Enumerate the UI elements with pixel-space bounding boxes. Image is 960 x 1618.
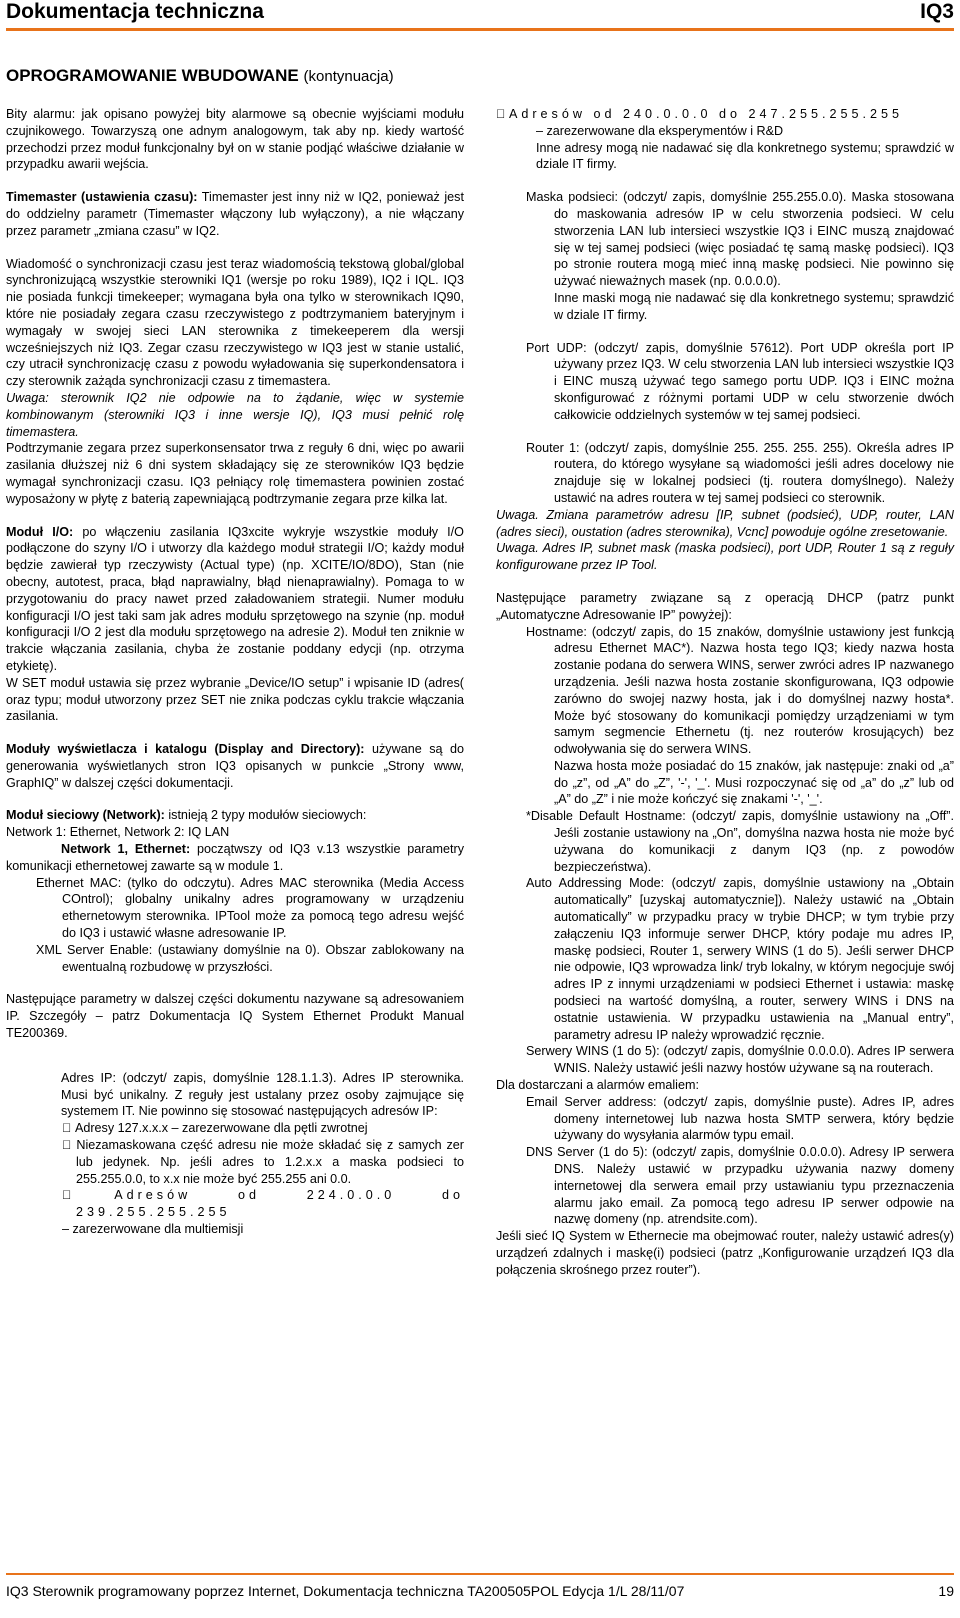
note-reset-paragraph: Uwaga. Zmiana parametrów adresu [IP, subnet (podsieć), UDP, router, LAN (adres sieci), oustation (adres sterownika), Vcnc] powoduje ogólne zresetowanie. — [496, 507, 954, 539]
subnet-note-paragraph: Inne maski mogą nie nadawać się dla konkretnego systemu; sprawdzić w dziale IT firmy. — [554, 290, 954, 322]
section-subtitle: (kontynuacja) — [303, 68, 394, 85]
section-title — [6, 66, 394, 86]
display-paragraph — [6, 741, 464, 791]
email-server-paragraph: Email Server address: (odczyt/ zapis, domyślnie puste). Adres IP, adres domeny internetowej lub nazwa hosta SMTP serwera, który będzie używany do wysyłania alarmów typu email. — [526, 1094, 954, 1143]
io-text: po włączeniu zasilania IQ3xcite wykryje wszystkie moduły I/O podłączone do szyny I/O i utworzy dla każdego moduł strategii I/O; każdy moduł będzie zawierał typ rzeczywisty (Actual type) (np. XCITE/IO/8DO), Stan (nie obecny, autotest, praca, błąd naprawialny, błąd nienaprawialny). Pomaga to w przygotowaniu do pracy nawet przed załadowaniem strategii. Numer modułu konfiguracji I/O jest taki sam jak adres modułu sprzętowego na szynie (np. moduł konfiguracji I/O 2 jest dla modułu sprzętowego na adresie 2). Moduł ten zniknie w trakcie włączania zasilania, chyba że zostanie poddany edycji (np. otrzyma etykietę). — [6, 524, 464, 673]
xml-server-paragraph: XML Server Enable: (ustawiany domyślnie na 0). Obszar zablokowany na ewentualną rozbudowę w przyszłości. — [36, 942, 464, 974]
udp-paragraph: Port UDP: (odczyt/ zapis, domyślnie 57612). Port UDP określa port IP używany przez IQ3. W celu stworzenia LAN lub intersieci wszystkie IQ3 i EINC muszą używać tego samego portu UDP. IQ3 i EINC można skonfigurować z różnymi portami UDP w celu stworzenie dwóch całkowicie oddzielnych systemów w tej samej podsieci. — [526, 340, 954, 422]
document-title: Dokumentacja techniczna — [6, 0, 264, 23]
product-name: IQ3 — [920, 0, 954, 23]
network-text: istnieją 2 typy modułów sieciowych: — [164, 808, 367, 823]
section-heading: OPROGRAMOWANIE WBUDOWANE — [6, 66, 299, 85]
wins-paragraph: Serwery WINS (1 do 5): (odczyt/ zapis, domyślnie 0.0.0.0). Adres IP serwera WNIS. Należy ustawić jeśli nazwy hostów używane są na routerach. — [526, 1044, 954, 1076]
hostname-paragraph: Hostname: (odczyt/ zapis, do 15 znaków, domyślnie ustawiony jest funkcją adresu Ethernet MAC*). Nazwa hosta tego IQ3; kiedy nazwa hosta zostanie podana do serwera WINS, serwer zwróci adres IP nazwanego urządzenia. Jeśli nazwa hosta zostanie skonfigurowana, IQ3 odpowie zarówno do swojej nazwy hosta, jak i do domyślnej nazwy hosta*. Może być stosowany do komunikacji pomiędzy urządzeniami w tym samym segmencie Ethernetu (tj. nez routerów krosujących) bez odwoływania się do serwera WINS. — [526, 624, 954, 757]
bullet-continuation: – zarezerwowane dla multiemisji — [62, 1205, 244, 1220]
bullet-icon — [496, 107, 505, 121]
timemaster-text: Timemaster jest inny niż w IQ2, ponieważ jest do oddzielny parametr (Timemaster włączony lub wyłączony), a nie włączany przez parametr „zmiana czasu” w IQ2. — [6, 190, 464, 238]
timemaster-label: Timemaster (ustawienia czasu): — [6, 190, 198, 205]
network1-paragraph — [6, 841, 464, 875]
bullet-item — [6, 1187, 464, 1221]
router-paragraph: Router 1: (odczyt/ zapis, domyślnie 255. 255. 255. 255). Określa adres IP routera, do którego wysyłane są wiadomości jeśli adres docelowy nie znajduje się w lokalnej podsieci (tj. routera domyślnego). Należy ustawić na adres routera w tej samej podsieci co sterownik. — [526, 440, 954, 505]
io-paragraph — [6, 524, 464, 675]
network-label: Moduł sieciowy (Network): — [6, 808, 165, 823]
bullet-item — [6, 1137, 464, 1187]
network1-label: Network 1, Ethernet: — [61, 842, 191, 857]
alarm-bits-paragraph: Bity alarmu: jak opisano powyżej bity alarmowe są obecnie wyjściami modułu czujnikowego. Towarzyszą one adnym analogowym, tak aby np. kiedy wartość przechodzi przez moduł funkcjonalny był on w stanie podjąć właściwe działanie w przypadku awarii wejścia. — [6, 107, 464, 172]
dns-server-paragraph: DNS Server (1 do 5): (odczyt/ zapis, domyślnie 0.0.0.0). Adresy IP serwera DNS. Należy ustawić w przypadku używania nazwy domeny internetowej dla serwera email przy ustawianiu typu przeznaczenia alarmu jako email. Za pomocą tego adresu IP serwer odpowie na nazwę domeny (np. atrendsite.com). — [526, 1145, 954, 1227]
bullet-icon — [62, 1138, 71, 1152]
warning-paragraph: Uwaga: sterownik IQ2 nie odpowie na to żądanie, więc w systemie kombinowanym (sterowniki IQ3 i inne wersje IQ), IQ3 musi pełnić rolę timemastera. — [6, 390, 464, 439]
right-column — [496, 106, 954, 1279]
final-paragraph: Jeśli sieć IQ System w Ethernecie ma obejmować router, należy ustawić adres(y) urządzeń zdalnych i maskę(i) podsieci (patrz „Konfigurowanie urządzeń IQ3 dla połączenia skrośnego przez router”). — [496, 1229, 954, 1277]
backup-paragraph: Podtrzymanie zegara przez superkonsensator trwa z reguły 6 dni, więc po awarii zasilania dłuższej niż 6 dni system składający się ze sterowników IQ3 będzie wymagał synchronizacji czasu. IQ3 pełniący rolę timemastera powinien zostać wyposażony w płytę z baterią zapewniającą podtrzymanie zegara prze kilka lat. — [6, 441, 464, 506]
left-column — [6, 106, 464, 1238]
footer-text: IQ3 Sterownik programowany poprzez Internet, Dokumentacja techniczna TA200505POL Edycja 1/L 28/11/07 — [6, 1583, 685, 1599]
footer-rule — [6, 1573, 954, 1575]
bullet-text: Niezamaskowana część adresu nie może składać się z samych zer lub jedynek. Np. jeśli adres to 1.2.x.x a maska podsieci to 255.255.0.0, to x.x nie może być 255.255 ani 0.0. — [62, 1138, 464, 1186]
network-types-line: Network 1: Ethernet, Network 2: IQ LAN — [6, 825, 230, 840]
header-rule — [6, 28, 954, 31]
bullet-continuation: – zarezerwowane dla eksperymentów i R&D — [536, 123, 784, 138]
bullet-icon — [62, 1121, 71, 1135]
io-set-paragraph: W SET moduł ustawia się przez wybranie „Device/IO setup” i wpisanie ID (adres( oraz typu; moduł utworzony przez SET nie znika podczas cyklu trakcie włączania zasilania. — [6, 675, 464, 724]
network-paragraph — [6, 807, 464, 824]
other-addresses-paragraph: Inne adresy mogą nie nadawać się dla konkretnego systemu; sprawdzić w dziale IT firmy. — [536, 140, 954, 172]
network1-text: początwszy od IQ3 v.13 wszystkie parametry komunikacji ethernetowej zawarte są w module 1. — [6, 842, 464, 873]
note-iptool-paragraph: Uwaga. Adres IP, subnet mask (maska podsieci), port UDP, Router 1 są z reguły konfigurowane przez IP Tool. — [496, 541, 954, 573]
bullet-text: Adresów od 224.0.0.0 do 239.255.255.255 — [62, 1188, 457, 1203]
sync-paragraph: Wiadomość o synchronizacji czasu jest teraz wiadomością tekstową global/global synchronizującą wszystkie sterowniki IQ1 (wersje po roku 1989), IQ2 i IQL. IQ3 nie posiada funkcji timekeeper; wymagana była ona tylko w sterownikach IQ90, które nie posiadały zegara czasu rzeczywistego z podtrzymaniem bateryjnym i wymagały w swojej sieci LAN sterownika z timekeeperem dla wersji wcześniejszych niż IQ3. Zegar czasu rzeczywistego w IQ3 jest w stanie ustalić, czy utracił synchronizację czasu z powodu wyładowania się superkondensatora i czy sterownik zażąda synchronizacji czasu z timemastera. — [6, 256, 464, 389]
ethernet-mac-paragraph: Ethernet MAC: (tylko do odczytu). Adres MAC sterownika (Media Access COntrol); globalny unikalny adres programowany w urządzeniu ethernetowym sterownika. IPTool może za pomocą tego adresu wejść do IQ3 i ustawić własne adresowanie IP. — [36, 875, 464, 941]
display-label: Moduły wyświetlacza i katalogu (Display and Directory): — [6, 742, 365, 757]
page-header — [6, 0, 954, 26]
bullet-text: Adresy 127.x.x.x – zarezerwowane dla pętli zwrotnej — [62, 1121, 355, 1136]
bullet-icon — [62, 1188, 71, 1202]
auto-addressing-paragraph: Auto Addressing Mode: (odczyt/ zapis, domyślnie ustawiony na „Obtain automatically” [uzyskaj automatycznie]). Należy ustawić na „Obtain automatically” w przypadku pracy w trybie DHCP; w tym trybie przy załączeniu IQ3 informuje serwer DHCP, który podaje mu adres IP, maskę podsieci, Router 1, serwery WINS (1 do 5). Jeśli serwer DHCP nie odpowie, IQ3 wprowadza link/ tryb lokalny, w którym negocjuje swój adres IP z innymi urządzeniami w podsieci Ethernet i ustawia: maskę podsieci na wartość domyślną, a router, serwery WINS i DNS na ostatnie ustawienia. W przypadku ustawienia na „Manual entry”, parametry adresu IP należy wprowadzić ręcznie. — [526, 876, 954, 1042]
ip-address-paragraph: Adres IP: (odczyt/ zapis, domyślnie 128.1.1.3). Adres IP sterownika. Musi być unikalny. Z reguły jest ustalany przez osoby zajmujące się systemem IT. Nie powinno się stosować następujących adresów IP: — [61, 1070, 464, 1119]
bullet-text: Adresów od 240.0.0.0 do 247.255.255.255 — [496, 107, 891, 121]
following-paragraph: Następujące parametry w dalszej części dokumentu nazywane są adresowaniem IP. Szczegóły – patrz Dokumentacja IQ System Ethernet Produkt Manual TE200369. — [6, 992, 464, 1041]
bullet-item — [496, 106, 954, 123]
page-number: 19 — [938, 1583, 954, 1599]
dhcp-intro-paragraph: Następujące parametry związane są z operacją DHCP (patrz punkt „Automatyczne Adresowanie IP” powyżej): — [496, 590, 954, 622]
bullet-item — [6, 1120, 464, 1137]
hostname-rules-paragraph: Nazwa hosta może posiadać do 15 znaków, jak następuje: znaki od „a” do „z”, od „A” do „Z”, '-', '_'. Musi rozpoczynać się od „a” do „z” lub od „A” do „Z” i nie może kończyć się znakami '-', '_'. — [554, 758, 954, 807]
disable-hostname-paragraph: *Disable Default Hostname: (odczyt/ zapis, domyślnie ustawiony na „Off”. Jeśli zostanie ustawiony na „On”, domyślna nazwa hosta nie może być używana do komunikacji z danym IQ3 (np. z powodów bezpieczeństwa). — [526, 809, 954, 874]
display-text: używane są do generowania wyświetlanych stron IQ3 opisanych w punkcie „Strony www, GraphIQ” w dalszej części dokumentacji. — [6, 742, 465, 790]
timemaster-paragraph — [6, 189, 464, 239]
io-label: Moduł I/O: — [6, 524, 74, 539]
subnet-paragraph: Maska podsieci: (odczyt/ zapis, domyślnie 255.255.0.0). Maska stosowana do maskowania adresów IP w celu stworzenia podsieci. W celu stworzenia LAN lub intersieci wszystkie IQ3 i EINC muszą znajdować się w tej samej podsieci (więc posiadać tę samą maskę podsieci). IQ3 po stronie routera mogą mieć inną maskę podsieci. Nie powinno się używać nieważnych masek (np. 0.0.0.0). — [526, 190, 954, 289]
alarm-intro-line: Dla dostarczani a alarmów emaliem: — [496, 1078, 699, 1093]
